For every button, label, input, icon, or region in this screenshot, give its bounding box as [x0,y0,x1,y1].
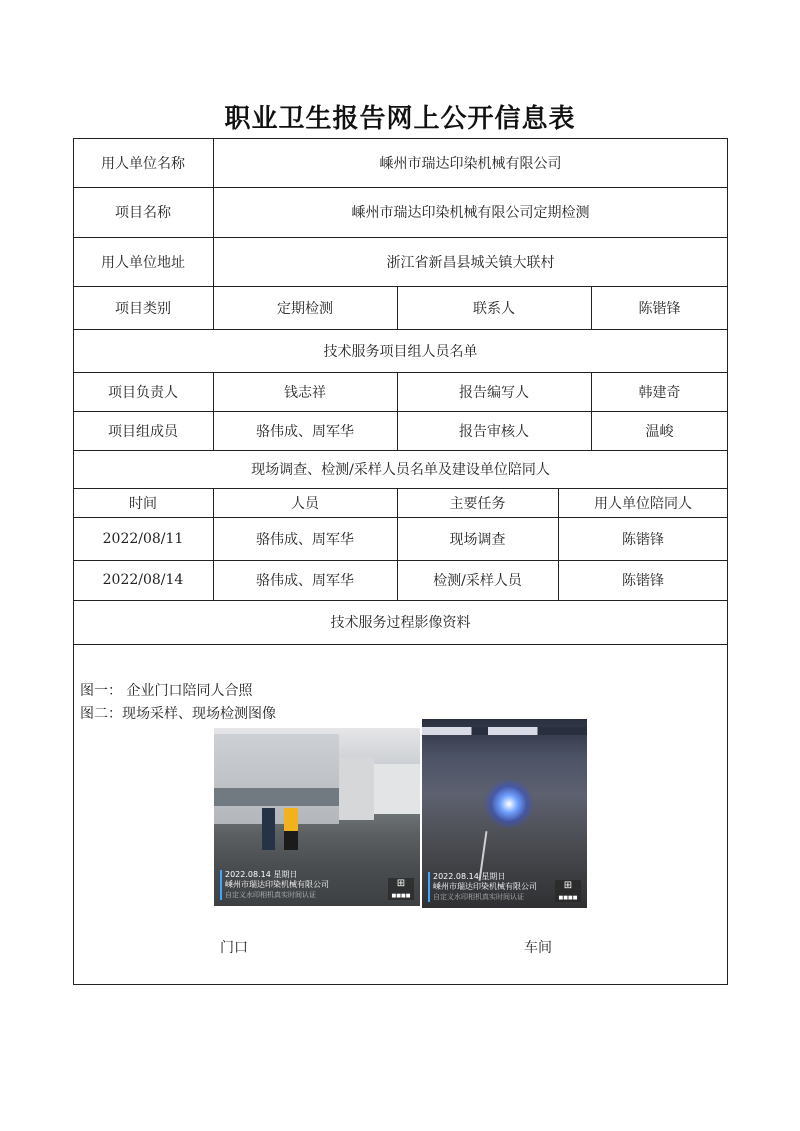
reviewer-label: 报告审核人 [459,423,529,440]
category-value: 定期检测 [277,300,333,317]
members-label: 项目组成员 [108,423,178,440]
contact-label: 联系人 [473,300,515,317]
schedule-header-staff: 人员 [291,495,319,512]
reviewer-value: 温峻 [645,423,674,440]
contact-value: 陈锴锋 [638,300,681,317]
watermark-company: 嵊州市瑞达印染机械有限公司 [225,880,329,889]
person-figure [262,808,275,850]
leader-value: 钱志祥 [284,384,326,401]
schedule-section-title: 现场调查、检测/采样人员名单及建设单位陪同人 [251,462,550,478]
watermark-note: 自定义水印相机真实时间认证 [225,891,316,899]
watermark-date: 2022.08.14 星期日 [225,870,298,879]
schedule-row-1-escort: 陈锴锋 [622,531,664,548]
photo-watermark [428,872,537,902]
project-name-value: 嵊州市瑞达印染机械有限公司定期检测 [351,205,590,221]
watermark-company: 嵊州市瑞达印染机械有限公司 [433,882,537,891]
schedule-header-escort: 用人单位陪同人 [594,495,692,512]
images-section-title: 技术服务过程影像资料 [330,615,471,631]
address-label: 用人单位地址 [101,254,185,271]
schedule-row-2-task: 检测/采样人员 [433,573,522,589]
leader-label: 项目负责人 [108,384,178,401]
building-windows [214,788,339,806]
schedule-row-2-staff: 骆伟成、周军华 [256,573,354,589]
watermark-note: 自定义水印相机真实时间认证 [433,893,524,901]
members-value: 骆伟成、周军华 [256,423,354,440]
building-shape [214,734,339,824]
photo-label-workshop: 车间 [524,940,552,956]
photo-workshop [422,719,587,908]
watermark-camera-icon: ⊞ ■■■■ [388,878,414,900]
employer-name-label: 用人单位名称 [101,155,185,172]
figure-caption-1: 图一： 企业门口陪同人合照 [80,683,253,699]
welding-light [484,779,534,829]
schedule-header-time: 时间 [129,495,157,512]
figure-caption-2: 图二：现场采样、现场检测图像 [80,706,276,722]
schedule-row-1-task: 现场调查 [449,531,506,548]
project-name-label: 项目名称 [115,205,171,221]
employer-name-value: 嵊州市瑞达印染机械有限公司 [379,155,562,172]
watermark-date: 2022.08.14 星期日 [433,872,506,881]
category-label: 项目类别 [115,300,171,317]
watermark-camera-icon: ⊞ ■■■■ [555,880,581,902]
schedule-row-1-time: 2022/08/11 [102,530,184,547]
schedule-row-2-escort: 陈锴锋 [622,573,664,589]
schedule-row-1-staff: 骆伟成、周军华 [256,531,354,548]
writer-label: 报告编写人 [459,384,529,401]
skylight [422,727,587,735]
person-figure [284,808,298,850]
row-divider [73,644,728,645]
photo-label-gate: 门口 [220,940,248,956]
photo-watermark [220,870,329,900]
building-shape [374,764,420,814]
page-title: 职业卫生报告网上公开信息表 [224,104,576,134]
schedule-row-2-time: 2022/08/14 [102,572,184,588]
writer-value: 韩建奇 [638,384,681,401]
address-value: 浙江省新昌县城关镇大联村 [386,254,555,271]
team-section-title: 技术服务项目组人员名单 [323,343,478,360]
schedule-header-task: 主要任务 [449,495,506,512]
photo-gate [214,728,420,906]
building-shape [339,758,374,820]
